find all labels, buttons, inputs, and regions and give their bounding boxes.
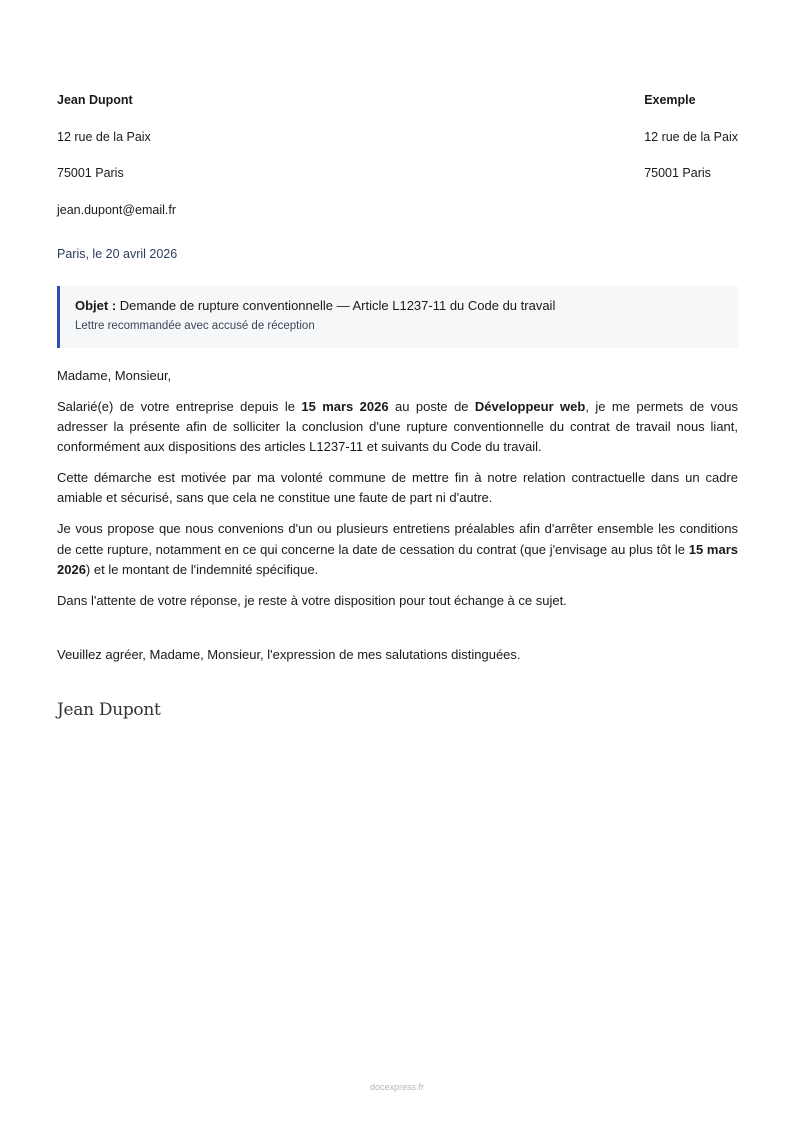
letter-body [57, 366, 738, 621]
sender-block [57, 90, 176, 237]
paragraph-1-text-c: , je me permets de vous adresser la présente afin de solliciter la conclusion d'une rupture conventionnelle du contrat de travail nous liant, conformément aux dispositions des articles L1237-11 et suivants du Code du travail. [57, 398, 739, 455]
paragraph-3-text-a: Je vous propose que nous convenions d'un ou plusieurs entretiens préalables afin d'arrêter ensemble les conditions de cette rupture, notamment en ce qui concerne la date de cessation du contrat (que j'envisage au plus tôt le [57, 521, 738, 557]
sender-email: jean.dupont@email.fr [57, 203, 177, 218]
job-title: Développeur web [474, 398, 586, 414]
letter-page [57, 0, 738, 1123]
paragraph-3 [57, 519, 738, 580]
subject-text: Demande de rupture conventionnelle — Article L1237-11 du Code du travail [119, 298, 556, 313]
subject-mention: Lettre recommandée avec accusé de réception [75, 320, 315, 332]
greeting: Madame, Monsieur, [57, 368, 172, 383]
recipient-block [644, 90, 738, 200]
signature: Jean Dupont [57, 700, 161, 720]
recipient-city: 75001 Paris [644, 166, 711, 181]
paragraph-4: Dans l'attente de votre réponse, je reste à votre disposition pour tout échange à ce sujet. [57, 592, 567, 608]
recipient-address: 12 rue de la Paix [644, 129, 738, 144]
closing-formula: Veuillez agréer, Madame, Monsieur, l'expression de mes salutations distinguées. [57, 647, 521, 662]
paragraph-1 [57, 397, 738, 458]
subject-box [57, 286, 738, 348]
subject-line [75, 296, 738, 316]
footer-brand: docexpress.fr [369, 1082, 425, 1092]
recipient-name: Exemple [644, 93, 696, 107]
end-date: 15 mars 2026 [57, 541, 739, 577]
sender-name: Jean Dupont [57, 93, 133, 107]
paragraph-3-text-b: ) et le montant de l'indemnité spécifique. [85, 561, 319, 577]
start-date: 15 mars 2026 [301, 398, 389, 414]
paragraph-1-text-b: au poste de [388, 398, 475, 414]
paragraph-1-text-a: Salarié(e) de votre entreprise depuis le [57, 398, 302, 414]
letter-date: Paris, le 20 avril 2026 [57, 247, 178, 261]
sender-address: 12 rue de la Paix [57, 129, 151, 144]
sender-city: 75001 Paris [57, 166, 124, 181]
subject-label: Objet : [75, 298, 117, 313]
paragraph-2: Cette démarche est motivée par ma volonté commune de mettre fin à notre relation contractuelle dans un cadre amiable et sécurisé, sans que cela ne constitue une faute de part ni d'autre. [57, 470, 738, 506]
